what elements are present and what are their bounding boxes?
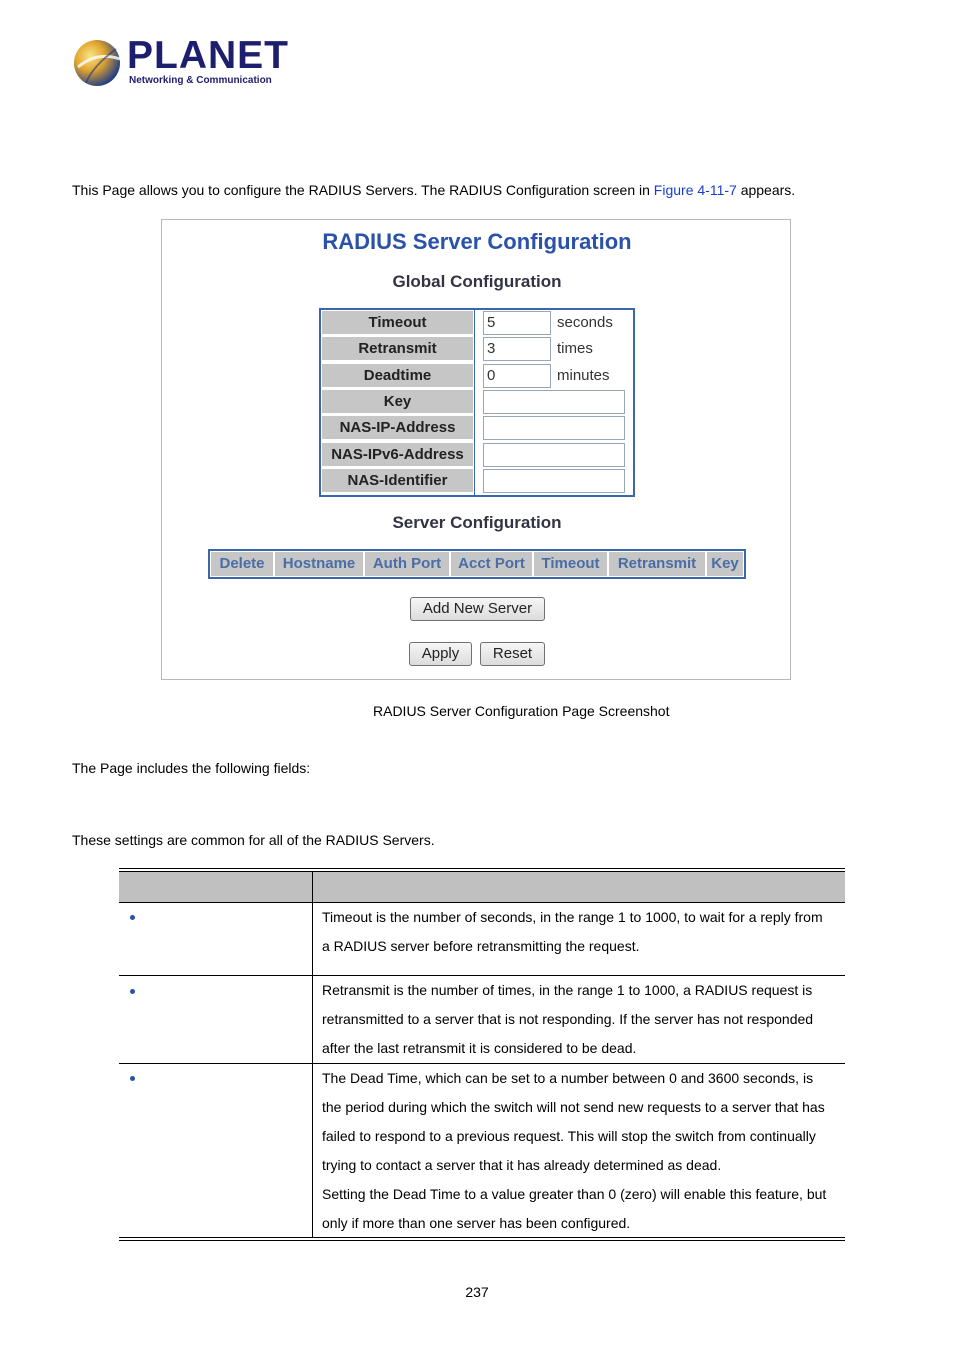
server-config-heading: Server Configuration bbox=[392, 513, 562, 532]
timeout-label: Timeout bbox=[321, 310, 474, 335]
key-input[interactable] bbox=[483, 390, 625, 414]
table-bottom-rule-outer bbox=[119, 1240, 845, 1241]
desc-line: only if more than one server has been configured. bbox=[322, 1215, 631, 1231]
timeout-row bbox=[321, 310, 633, 336]
nas-ip-label: NAS-IP-Address bbox=[321, 415, 474, 440]
col-retransmit: Retransmit bbox=[608, 551, 706, 577]
server-config-table bbox=[208, 549, 746, 579]
nas-identifier-input[interactable] bbox=[483, 469, 625, 493]
key-label: Key bbox=[321, 389, 474, 414]
desc-line: Retransmit is the number of times, in the range 1 to 1000, a RADIUS request is bbox=[322, 982, 813, 998]
deadtime-description bbox=[322, 1064, 842, 1238]
key-row bbox=[321, 389, 633, 415]
nas-ip-row bbox=[321, 415, 633, 441]
timeout-unit: seconds bbox=[557, 314, 613, 331]
bullet-icon bbox=[130, 989, 135, 994]
table-top-rule bbox=[119, 868, 845, 869]
common-settings-text: These settings are common for all of the RADIUS Servers. bbox=[72, 832, 435, 848]
intro-text-after: appears. bbox=[736, 182, 796, 198]
desc-line: Setting the Dead Time to a value greater than 0 (zero) will enable this feature, but bbox=[322, 1186, 827, 1202]
retransmit-label: Retransmit bbox=[321, 336, 474, 361]
nas-ipv6-row bbox=[321, 442, 633, 468]
col-hostname: Hostname bbox=[274, 551, 364, 577]
desc-line: after the last retransmit it is considered to be dead. bbox=[322, 1040, 637, 1056]
figure-link[interactable]: Figure 4-11-7 bbox=[653, 182, 737, 198]
fields-intro: The Page includes the following fields: bbox=[72, 760, 311, 776]
deadtime-row bbox=[321, 363, 633, 389]
nas-ip-input[interactable] bbox=[483, 416, 625, 440]
col-acct-port: Acct Port bbox=[450, 551, 533, 577]
deadtime-label: Deadtime bbox=[321, 363, 474, 388]
page-title: RADIUS Server Configuration bbox=[322, 229, 632, 254]
desc-line: The Dead Time, which can be set to a number between 0 and 3600 seconds, is bbox=[322, 1070, 814, 1086]
global-config-table bbox=[319, 308, 635, 497]
reset-button[interactable]: Reset bbox=[480, 642, 545, 666]
desc-line: the period during which the switch will not send new requests to a server that has bbox=[322, 1099, 825, 1115]
intro-paragraph bbox=[72, 181, 795, 199]
desc-line: Timeout is the number of seconds, in the range 1 to 1000, to wait for a reply from bbox=[322, 909, 823, 925]
figure-caption: RADIUS Server Configuration Page Screenshot bbox=[373, 703, 670, 719]
col-timeout: Timeout bbox=[533, 551, 608, 577]
nas-identifier-row bbox=[321, 468, 633, 494]
desc-line: a RADIUS server before retransmitting the request. bbox=[322, 938, 640, 954]
retransmit-unit: times bbox=[557, 340, 593, 358]
nas-ipv6-input[interactable] bbox=[483, 443, 625, 467]
page-number: 237 bbox=[465, 1284, 489, 1300]
add-new-server-button[interactable]: Add New Server bbox=[410, 597, 545, 621]
intro-text-before: This Page allows you to configure the RADIUS Servers. The RADIUS Configuration screen in bbox=[72, 182, 654, 198]
bullet-icon bbox=[130, 915, 135, 920]
retransmit-input[interactable]: 3 bbox=[483, 337, 551, 361]
nas-identifier-label: NAS-Identifier bbox=[321, 468, 474, 493]
retransmit-description bbox=[322, 976, 842, 1063]
col-delete: Delete bbox=[210, 551, 274, 577]
apply-button[interactable]: Apply bbox=[409, 642, 472, 666]
planet-logo-globe-icon bbox=[72, 37, 124, 89]
timeout-input[interactable]: 5 bbox=[483, 311, 551, 335]
logo-brand: PLANET bbox=[127, 34, 289, 77]
screenshot-frame bbox=[161, 219, 791, 680]
nas-ipv6-label: NAS-IPv6-Address bbox=[321, 442, 474, 467]
table-column-divider bbox=[312, 872, 313, 1238]
deadtime-input[interactable]: 0 bbox=[483, 364, 551, 388]
logo-tagline: Networking & Communication bbox=[129, 75, 272, 86]
timeout-description bbox=[322, 903, 842, 961]
retransmit-row bbox=[321, 336, 633, 362]
desc-line: retransmitted to a server that is not responding. If the server has not responded bbox=[322, 1011, 814, 1027]
desc-line: trying to contact a server that it has already determined as dead. bbox=[322, 1157, 722, 1173]
global-config-heading: Global Configuration bbox=[392, 272, 562, 291]
desc-line: failed to respond to a previous request. This will stop the switch from continually bbox=[322, 1128, 816, 1144]
table-header-row bbox=[119, 872, 845, 903]
bullet-icon bbox=[130, 1076, 135, 1081]
deadtime-unit: minutes bbox=[557, 366, 610, 384]
col-key: Key bbox=[706, 551, 744, 577]
col-auth-port: Auth Port bbox=[364, 551, 450, 577]
